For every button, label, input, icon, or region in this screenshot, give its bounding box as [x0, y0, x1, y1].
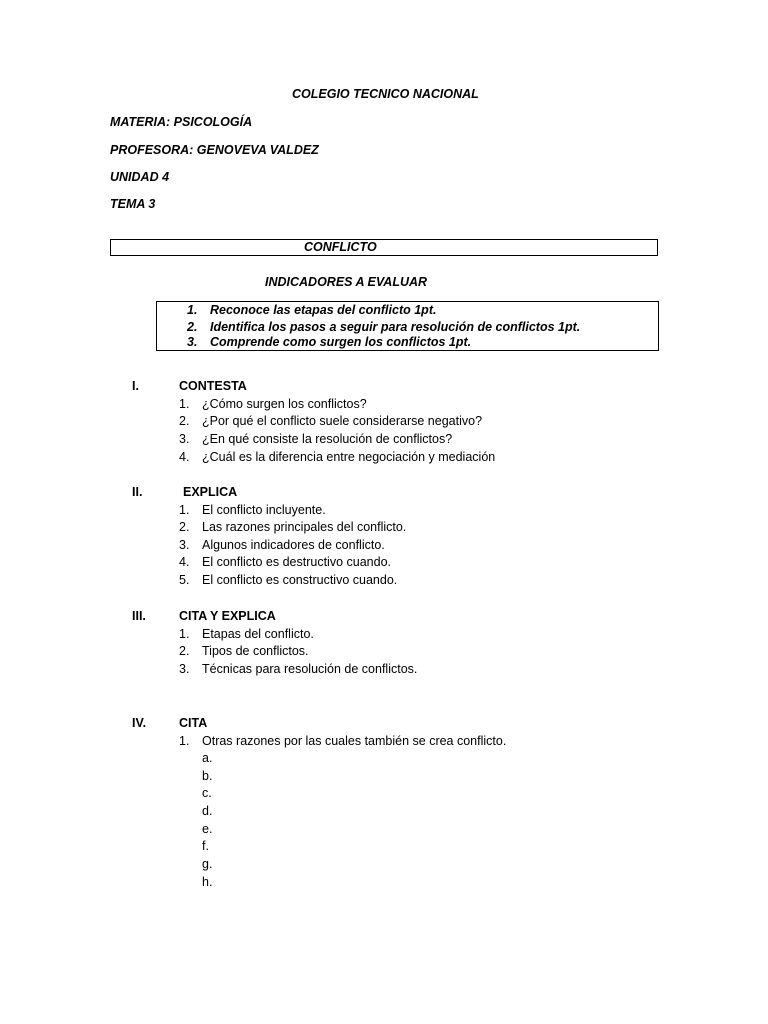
question-text: El conflicto es destructivo cuando.	[202, 555, 391, 569]
answer-letter: g.	[202, 857, 213, 871]
question-text: El conflicto es constructivo cuando.	[202, 573, 398, 587]
topic-number-line: TEMA 3	[110, 197, 156, 211]
question-text: Otras razones por las cuales también se crea conflicto.	[202, 734, 507, 748]
question-number: 2.	[179, 644, 190, 658]
question-number: 1.	[179, 503, 190, 517]
question-number: 1.	[179, 627, 190, 641]
indicator-text: Reconoce las etapas del conflicto 1pt.	[210, 303, 437, 317]
unit-line: UNIDAD 4	[110, 170, 170, 184]
section-title: CITA	[179, 716, 208, 730]
answer-letter: a.	[202, 751, 213, 765]
question-text: ¿Cómo surgen los conflictos?	[202, 397, 367, 411]
teacher-line: PROFESORA: GENOVEVA VALDEZ	[110, 143, 319, 157]
answer-letter: e.	[202, 822, 213, 836]
question-text: Etapas del conflicto.	[202, 627, 314, 641]
indicator-text: Comprende como surgen los conflictos 1pt.	[210, 335, 472, 349]
question-text: ¿En qué consiste la resolución de conflictos?	[202, 432, 453, 446]
question-text: ¿Por qué el conflicto suele considerarse negativo?	[202, 414, 483, 428]
answer-letter: c.	[202, 786, 212, 800]
section-number: IV.	[132, 716, 147, 730]
question-number: 3.	[179, 538, 190, 552]
topic-title-box	[110, 239, 658, 256]
question-text: Tipos de conflictos.	[202, 644, 309, 658]
indicator-number: 1.	[187, 303, 198, 317]
answer-letter: d.	[202, 804, 213, 818]
school-name: COLEGIO TECNICO NACIONAL	[292, 87, 479, 101]
section-title: CONTESTA	[179, 379, 247, 393]
indicator-text: Identifica los pasos a seguir para resolución de conflictos 1pt.	[210, 320, 581, 334]
question-number: 3.	[179, 662, 190, 676]
question-number: 3.	[179, 432, 190, 446]
section-title: EXPLICA	[183, 485, 238, 499]
question-number: 5.	[179, 573, 190, 587]
question-number: 4.	[179, 555, 190, 569]
subject-line: MATERIA: PSICOLOGÍA	[110, 115, 253, 129]
section-number: III.	[132, 609, 146, 623]
section-number: II.	[132, 485, 143, 499]
question-number: 2.	[179, 520, 190, 534]
indicators-heading: INDICADORES A EVALUAR	[265, 275, 428, 289]
question-number: 1.	[179, 734, 190, 748]
indicator-number: 2.	[187, 320, 198, 334]
answer-letter: f.	[202, 839, 209, 853]
answer-letter: b.	[202, 769, 213, 783]
section-title: CITA Y EXPLICA	[179, 609, 276, 623]
question-text: El conflicto incluyente.	[202, 503, 326, 517]
question-text: Algunos indicadores de conflicto.	[202, 538, 385, 552]
topic-title: CONFLICTO	[304, 240, 377, 254]
answer-letter: h.	[202, 875, 213, 889]
question-text: ¿Cuál es la diferencia entre negociación y mediación	[202, 450, 496, 464]
question-text: Técnicas para resolución de conflictos.	[202, 662, 418, 676]
indicators-box	[156, 301, 659, 351]
indicator-number: 3.	[187, 335, 198, 349]
question-text: Las razones principales del conflicto.	[202, 520, 407, 534]
section-number: I.	[132, 379, 139, 393]
question-number: 2.	[179, 414, 190, 428]
question-number: 1.	[179, 397, 190, 411]
question-number: 4.	[179, 450, 190, 464]
